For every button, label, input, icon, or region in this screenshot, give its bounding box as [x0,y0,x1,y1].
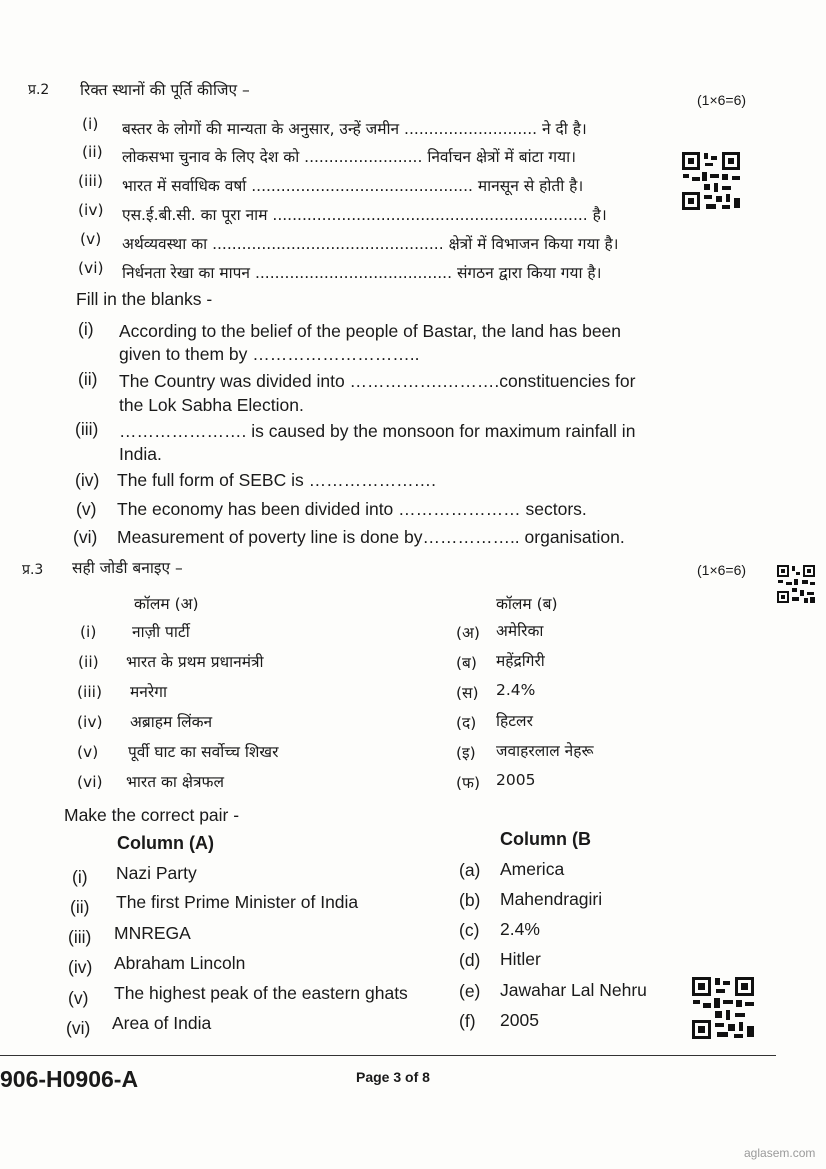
q3-hi-a-5: पूर्वी घाट का सर्वोच्च शिखर [128,743,279,761]
q3-col-a-english: Column (A) [117,833,214,853]
q2-en-num-4: (iv) [75,470,100,490]
q3-hi-a-1: नाज़ी पार्टी [132,623,190,641]
q3-hi-a-6: भारत का क्षेत्रफल [126,773,224,791]
q3-hi-a-3: मनरेगा [130,683,167,701]
q3-en-b-1: America [500,859,565,879]
q2-hi-text-1: बस्तर के लोगों की मान्यता के अनुसार, उन्हें जमीन ........................... ने दी है। [122,120,587,138]
q3-en-bnum-6: (f) [459,1011,476,1031]
page-number: Page 3 of 8 [356,1069,430,1085]
q2-en-line-1b: given to them by ……………………….. [119,344,420,364]
q2-hi-num-1: (i) [82,115,99,133]
q2-en-num-6: (vi) [73,527,98,547]
q3-hi-bnum-5: (इ) [456,744,476,762]
q2-en-num-2: (ii) [78,369,98,389]
q2-number: प्र.2 [28,82,50,98]
q3-hi-num-5: (v) [77,743,99,761]
q3-col-a-hindi: कॉलम (अ) [134,595,199,613]
q3-hi-bnum-2: (ब) [456,654,477,672]
qr-code-icon [690,975,756,1041]
q2-marks: (1×6=6) [697,92,747,108]
q2-en-num-5: (v) [76,499,97,519]
q2-hi-text-6: निर्धनता रेखा का मापन ........................................ संगठन द्वारा किया गया है। [122,264,602,282]
q2-heading-english: Fill in the blanks - [76,289,213,309]
q3-en-a-5: The highest peak of the eastern ghats [114,983,408,1003]
q2-en-line-2b: the Lok Sabha Election. [119,395,304,415]
q2-hi-text-5: अर्थव्यवस्था का ............................................... क्षेत्रों में विभाजन किया गया है। [122,235,619,253]
q3-hi-a-2: भारत के प्रथम प्रधानमंत्री [126,653,264,671]
q2-hi-num-6: (vi) [78,259,104,277]
q2-hi-num-2: (ii) [82,143,103,161]
q2-hi-text-3: भारत में सर्वाधिक वर्षा ............................................. मानसून से होती है। [122,177,584,195]
q3-en-b-3: 2.4% [500,919,540,939]
q3-en-num-1: (i) [72,867,88,887]
q3-col-b-english: Column (B [500,829,591,849]
q3-en-a-4: Abraham Lincoln [114,953,246,973]
q3-hi-b-3: 2.4% [496,681,536,699]
q2-en-line-3a: …………………. is caused by the monsoon for maximum rainfall in [119,421,636,441]
qr-code-icon [680,150,742,212]
footer-rule [0,1055,776,1056]
q3-hi-num-3: (iii) [77,683,103,701]
q2-en-line-1a: According to the belief of the people of Bastar, the land has been [119,321,622,341]
q3-hi-bnum-3: (स) [456,684,479,702]
q3-en-a-6: Area of India [112,1013,212,1033]
q3-hi-num-6: (vi) [77,773,103,791]
q2-en-line-5: The economy has been divided into ………………… sectors. [117,499,587,519]
q3-hi-bnum-6: (फ) [456,774,481,792]
q3-hi-b-5: जवाहरलाल नेहरू [496,742,594,760]
paper-code: 906-H0906-A [0,1066,139,1092]
q3-col-b-hindi: कॉलम (ब) [496,595,558,613]
q3-en-b-6: 2005 [500,1010,539,1030]
q3-en-bnum-4: (d) [459,950,481,970]
q3-en-b-2: Mahendragiri [500,889,603,909]
q3-en-a-3: MNREGA [114,923,191,943]
q3-hi-b-6: 2005 [496,771,536,789]
q2-hi-text-2: लोकसभा चुनाव के लिए देश को ........................ निर्वाचन क्षेत्रों में बांटा गया। [122,148,576,166]
q3-en-a-2: The first Prime Minister of India [116,892,359,912]
q2-en-num-1: (i) [78,319,94,339]
q3-en-num-4: (iv) [68,957,93,977]
q2-en-line-6: Measurement of poverty line is done by…………….. organisation. [117,527,625,547]
q3-hi-num-2: (ii) [78,653,99,671]
q3-en-b-4: Hitler [500,949,541,969]
q3-hi-num-4: (iv) [77,713,103,731]
q3-en-num-2: (ii) [70,897,90,917]
q3-hi-b-2: महेंद्रगिरी [496,652,545,670]
q3-en-bnum-1: (a) [459,860,481,880]
q3-en-num-6: (vi) [66,1018,91,1038]
q2-heading-hindi: रिक्त स्थानों की पूर्ति कीजिए – [80,81,250,99]
q3-en-num-5: (v) [68,988,89,1008]
q3-hi-b-1: अमेरिका [496,622,544,640]
q3-en-bnum-5: (e) [459,981,481,1001]
watermark: aglasem.com [744,1146,816,1160]
q2-hi-text-4: एस.ई.बी.सी. का पूरा नाम ................................................................ है। [122,206,607,224]
q3-number: प्र.3 [22,562,44,578]
q3-hi-bnum-4: (द) [456,714,477,732]
q2-hi-num-5: (v) [80,230,102,248]
q3-en-bnum-3: (c) [459,920,480,940]
q3-en-bnum-2: (b) [459,890,481,910]
q3-hi-b-4: हिटलर [496,712,533,730]
q2-en-line-2a: The Country was divided into …………….……….constituencies for [119,371,636,391]
qr-code-icon [776,564,816,604]
q3-hi-bnum-1: (अ) [456,624,480,642]
q3-heading-hindi: सही जोडी बनाइए – [72,559,183,577]
q2-hi-num-3: (iii) [78,172,104,190]
q3-marks: (1×6=6) [697,562,747,578]
q2-en-line-4: The full form of SEBC is …………………. [117,470,436,490]
q2-hi-num-4: (iv) [78,201,104,219]
q2-en-line-3b: India. [119,444,162,464]
q3-hi-num-1: (i) [80,623,97,641]
q3-en-b-5: Jawahar Lal Nehru [500,980,647,1000]
q3-en-num-3: (iii) [68,927,92,947]
q3-hi-a-4: अब्राहम लिंकन [130,713,213,731]
q3-en-a-1: Nazi Party [116,863,197,883]
q3-heading-english: Make the correct pair - [64,805,240,825]
q2-en-num-3: (iii) [75,419,99,439]
